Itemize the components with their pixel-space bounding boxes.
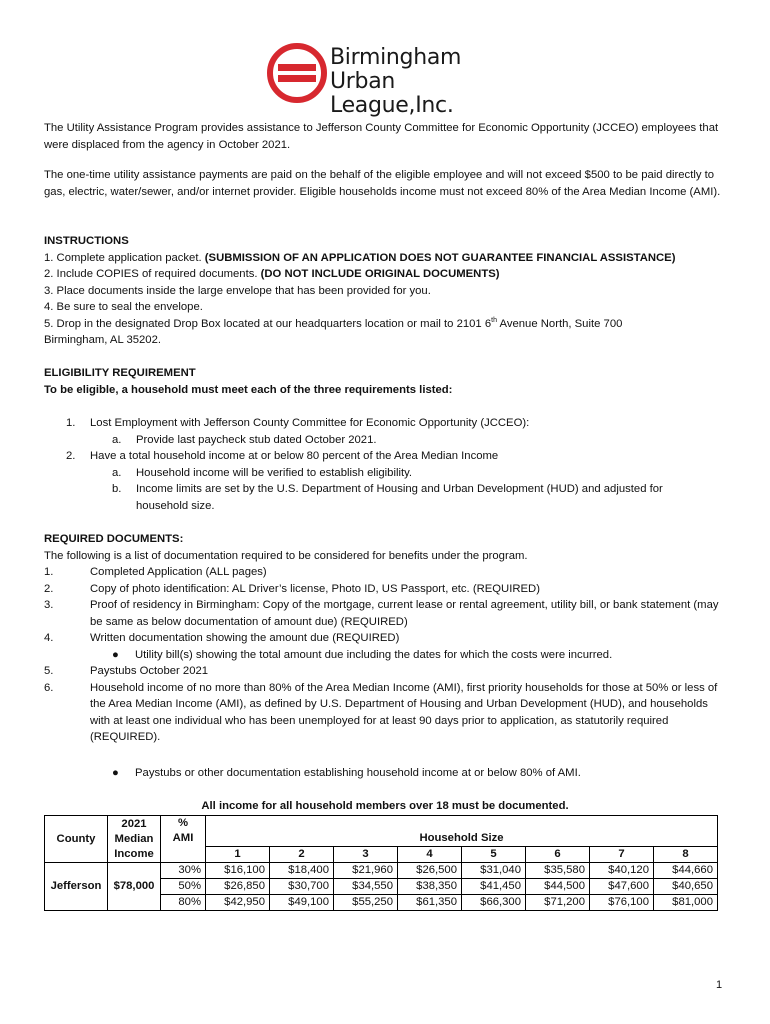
instruction-1: [44, 250, 724, 267]
table-row: [45, 863, 718, 879]
size-cell: 2: [270, 847, 334, 863]
logo-mark-icon: [266, 40, 328, 106]
size-cell: 6: [526, 847, 590, 863]
list-text: Provide last paycheck stub dated October 2021.: [136, 433, 377, 446]
list-item: [66, 415, 716, 432]
eligibility-list: [66, 415, 716, 514]
table-header-row: [45, 816, 718, 847]
list-item: [112, 465, 762, 482]
list-text: Have a total household income at or below 80 percent of the Area Median Income: [90, 450, 499, 462]
page-number: 1: [716, 979, 723, 991]
list-item: [112, 481, 702, 514]
instruction-5-line-2: Birmingham, AL 35202.: [44, 334, 162, 346]
list-item: [44, 564, 720, 581]
list-letter: b.: [112, 483, 122, 495]
value-cell: $76,100: [590, 895, 654, 911]
bullet-icon: ●: [112, 767, 119, 779]
list-number: 6.: [44, 681, 54, 694]
value-cell: $40,120: [590, 863, 654, 879]
list-item: [44, 597, 720, 630]
instruction-5-sup: th: [491, 316, 497, 324]
eligibility-heading: ELIGIBILITY REQUIREMENT: [44, 367, 196, 379]
list-item: [112, 647, 720, 664]
list-item: [66, 448, 716, 465]
instruction-2-text: 2. Include COPIES of required documents.: [44, 268, 261, 280]
required-docs-intro: The following is a list of documentation required to be considered for benefits under the program.: [44, 549, 528, 562]
header-household-size: Household Size: [206, 816, 718, 847]
instruction-2: [44, 266, 724, 283]
list-number: 1.: [66, 417, 76, 429]
header-ami: [161, 816, 206, 847]
instruction-5-text-b: Avenue North, Suite 700: [496, 317, 623, 330]
logo-line-1: Birmingham: [330, 45, 462, 70]
list-text: Proof of residency in Birmingham: Copy of the mortgage, current lease or rental agreement, utility bill, or bank statement (may be same as below documentation of amount due) (REQUIRED): [90, 599, 719, 628]
value-cell: $81,000: [654, 895, 718, 911]
intro-section-2: [44, 167, 724, 200]
list-text: Income limits are set by the U.S. Department of Housing and Urban Development (HUD) and adjusted for household size.: [136, 483, 663, 512]
instruction-2-bold: (DO NOT INCLUDE ORIGINAL DOCUMENTS): [260, 268, 500, 280]
list-text: Household income will be verified to establish eligibility.: [136, 466, 413, 479]
header-ami-line-2: AMI: [172, 832, 194, 844]
header-median: [108, 816, 161, 863]
required-docs-section: [44, 531, 724, 564]
instruction-5-text: 5. Drop in the designated Drop Box located at our headquarters location or mail to 2101 6: [44, 317, 492, 330]
list-text: Completed Application (ALL pages): [90, 566, 267, 578]
header-ami-spacer: [161, 847, 206, 863]
income-table: [44, 815, 718, 911]
list-text: Copy of photo identification: AL Driver’s license, Photo ID, US Passport, etc. (REQUIRED): [90, 582, 540, 595]
size-cell: 4: [398, 847, 462, 863]
list-item: [44, 630, 720, 647]
instruction-5: [44, 316, 724, 333]
median-cell: $78,000: [108, 863, 161, 911]
size-cell: 8: [654, 847, 718, 863]
county-cell: Jefferson: [45, 863, 108, 911]
list-text: Paystubs or other documentation establishing household income at or below 80% of AMI.: [135, 767, 581, 779]
list-number: 3.: [44, 599, 54, 611]
list-text: Lost Employment with Jefferson County Committee for Economic Opportunity (JCCEO):: [90, 417, 530, 429]
eligibility-section: [44, 365, 724, 398]
value-cell: $61,350: [398, 895, 462, 911]
list-text: Paystubs October 2021: [90, 665, 209, 677]
list-item: [112, 432, 762, 449]
value-cell: $44,660: [654, 863, 718, 879]
size-cell: 3: [334, 847, 398, 863]
ami-cell: 80%: [161, 895, 206, 911]
value-cell: $16,100: [206, 863, 270, 879]
value-cell: $21,960: [334, 863, 398, 879]
value-cell: $55,250: [334, 895, 398, 911]
instructions-heading: INSTRUCTIONS: [44, 235, 129, 247]
required-docs-list: [44, 564, 720, 746]
value-cell: $18,400: [270, 863, 334, 879]
value-cell: $38,350: [398, 879, 462, 895]
instructions-section: [44, 233, 724, 349]
header-median-line-2: Median: [114, 832, 154, 845]
logo-line-2: Urban League,Inc.: [330, 69, 454, 118]
ami-cell: 30%: [161, 863, 206, 879]
value-cell: $35,580: [526, 863, 590, 879]
header-median-line-1: 2021: [121, 817, 147, 830]
list-number: 2.: [66, 450, 76, 462]
list-number: 4.: [44, 632, 54, 644]
ami-cell: 50%: [161, 879, 206, 895]
size-cell: 5: [462, 847, 526, 863]
list-text: Written documentation showing the amount due (REQUIRED): [90, 632, 400, 644]
instruction-1-bold: (SUBMISSION OF AN APPLICATION DOES NOT GUARANTEE FINANCIAL ASSISTANCE): [204, 251, 676, 264]
header-ami-line-1: %: [177, 817, 189, 829]
header-median-line-3: Income: [114, 847, 154, 860]
header-county: County: [45, 816, 108, 863]
value-cell: $26,500: [398, 863, 462, 879]
list-letter: a.: [112, 466, 122, 479]
intro-section: [44, 120, 724, 153]
value-cell: $40,650: [654, 879, 718, 895]
list-item: [44, 581, 720, 598]
intro-paragraph-1: The Utility Assistance Program provides assistance to Jefferson County Committee for Economic Opportunity (JCCEO) employees that were displaced from the agency in October 2021.: [44, 122, 719, 151]
value-cell: $66,300: [462, 895, 526, 911]
list-item: [112, 765, 712, 782]
value-cell: $31,040: [462, 863, 526, 879]
bullet-icon: ●: [112, 648, 119, 661]
list-text: Utility bill(s) showing the total amount due including the dates for which the costs were incurred.: [135, 648, 613, 661]
table-caption: All income for all household members over 18 must be documented.: [201, 800, 569, 812]
logo: [266, 40, 516, 118]
list-number: 1.: [44, 566, 54, 578]
list-number: 2.: [44, 582, 54, 595]
value-cell: $44,500: [526, 879, 590, 895]
intro-paragraph-2: The one-time utility assistance payments are paid on the behalf of the eligible employee and will not exceed $500 to be paid directly to gas, electric, water/sewer, and/or internet provider. Eligible households income must not exceed 80% of the Area Median Income (AMI).: [44, 169, 721, 198]
value-cell: $41,450: [462, 879, 526, 895]
value-cell: $26,850: [206, 879, 270, 895]
list-text: Household income of no more than 80% of the Area Median Income (AMI), first priority households for those at 50% or less of the Area Median Income (AMI), as defined by U.S. Department of Housing and Urban Development (HUD), and households with at least one individual who has been unemployed for at least 90 days prior to application, as statutorily required (REQUIRED).: [90, 681, 718, 743]
list-item: [44, 680, 720, 746]
size-cell: 1: [206, 847, 270, 863]
instruction-1-text: 1. Complete application packet.: [44, 251, 205, 264]
value-cell: $34,550: [334, 879, 398, 895]
eligibility-subheading: To be eligible, a household must meet each of the three requirements listed:: [44, 383, 453, 396]
list-number: 5.: [44, 665, 54, 677]
value-cell: $30,700: [270, 879, 334, 895]
required-docs-heading: REQUIRED DOCUMENTS:: [44, 533, 184, 545]
value-cell: $42,950: [206, 895, 270, 911]
value-cell: $47,600: [590, 879, 654, 895]
instruction-3: 3. Place documents inside the large envelope that has been provided for you.: [44, 284, 431, 297]
instruction-4: 4. Be sure to seal the envelope.: [44, 301, 203, 313]
value-cell: $49,100: [270, 895, 334, 911]
list-item: [44, 663, 720, 680]
value-cell: $71,200: [526, 895, 590, 911]
list-letter: a.: [112, 433, 122, 446]
size-cell: 7: [590, 847, 654, 863]
